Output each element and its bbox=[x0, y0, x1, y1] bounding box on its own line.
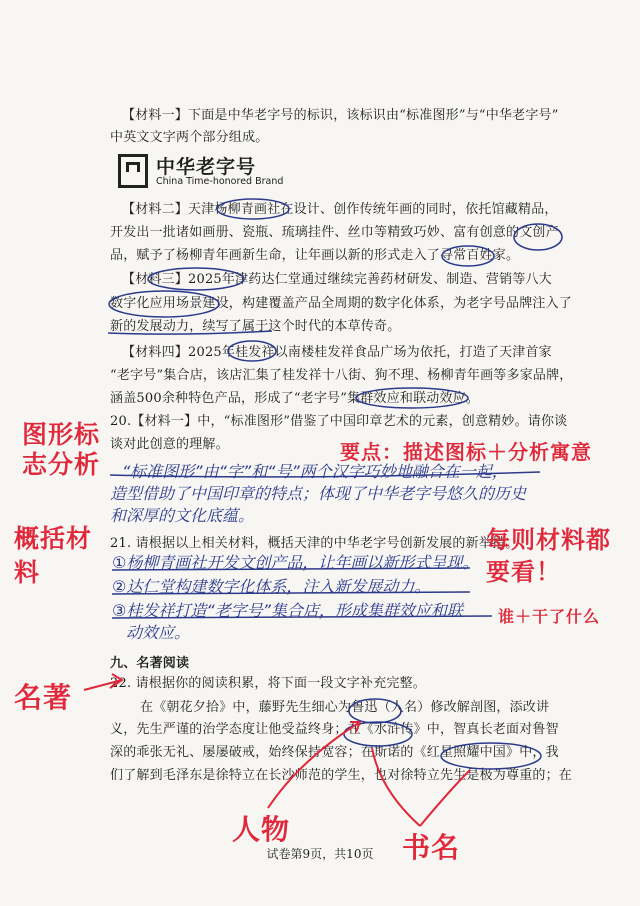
logo-english-text: China Time-honored Brand bbox=[156, 176, 284, 187]
circle-red-star bbox=[441, 743, 541, 769]
underline-answer-21-3 bbox=[112, 616, 492, 618]
question-20-line-1: 20.【材料一】中，“标准图形”借鉴了中国印章艺术的元素，创意精妙。请你谈 bbox=[110, 414, 568, 429]
answer-21-line-1: ①杨柳青画社开发文创产品，让年画以新形式呈现。 bbox=[112, 553, 479, 572]
answer-21-line-4: 动效应。 bbox=[126, 623, 191, 642]
underline-material-3 bbox=[108, 331, 272, 334]
material-1-line-2: 中英文文字两个部分组成。 bbox=[110, 130, 269, 145]
question-22-text-1: 在《朝花夕拾》中，藤野先生细心为鲁迅（人名）修改解剖图，添改讲 bbox=[140, 700, 550, 715]
material-2-line-1: 【材料二】天津杨柳青画社在设计、创作传统年画的同时，依托馆藏精品， bbox=[122, 202, 558, 217]
underline-answer-21-2 bbox=[112, 592, 470, 594]
material-3-line-3: 新的发展动力，续写了属于这个时代的本草传奇。 bbox=[110, 319, 401, 334]
note-who-plus-what: 谁＋干了什么 bbox=[498, 607, 601, 626]
circle-yangliuqing bbox=[217, 199, 289, 219]
arrow-book-1 bbox=[372, 748, 420, 826]
material-4-line-3: 涵盖500余种特色产品，形成了“老字号”集群效应和联动效应。 bbox=[110, 391, 480, 406]
note-shape-analysis: 图形标志分析 bbox=[22, 420, 101, 479]
material-2-line-3: 品，赋予了杨柳青年画新生命，让年画以新的形式走入了寻常百姓家。 bbox=[110, 248, 520, 263]
note-classic-reading: 名著 bbox=[14, 681, 73, 714]
material-4-line-2: “老字号”集合店，该店汇集了桂发祥十八街、狗不理、杨柳青年画等多家品牌， bbox=[110, 368, 573, 383]
answer-20-line-2: 造型借助了中国印章的特点；体现了中华老字号悠久的历史 bbox=[110, 484, 527, 503]
answer-21-line-2: ②达仁堂构建数字化体系，注入新发展动力。 bbox=[112, 577, 431, 596]
material-4-line-1: 【材料四】2025年桂发祥以南楼桂发祥食品广场为依托，打造了天津首家 bbox=[122, 345, 552, 360]
note-person: 人物 bbox=[232, 813, 291, 846]
material-3-line-2: 数字化应用场景建设，构建覆盖产品全周期的数字化体系，为老字号品牌注入了 bbox=[110, 296, 573, 311]
note-summarize-material: 概括材料 bbox=[14, 524, 93, 587]
circle-wenchuang bbox=[514, 224, 562, 250]
material-1-line-1: 【材料一】下面是中华老字号的标识，该标识由“标准图形”与“中华老字号” bbox=[122, 108, 559, 123]
question-22-text-2: 义，先生严谨的治学态度让他受益终身；在《水浒传》中，智真长老面对鲁智 bbox=[110, 722, 559, 737]
note-answer-points: 要点：描述图标＋分析寓意 bbox=[340, 440, 592, 464]
section-9-heading: 九、名著阅读 bbox=[110, 656, 190, 671]
circle-cluster bbox=[356, 388, 468, 408]
circle-luxun bbox=[349, 699, 401, 723]
material-2-line-2: 开发出一批诸如画册、瓷瓶、琉璃挂件、丝巾等精致巧妙、富有创意的文创产 bbox=[110, 225, 559, 240]
circle-guifaxiang bbox=[228, 341, 276, 361]
answer-20-line-1: “标准图形”由“字”和“号”两个汉字巧妙地融合在一起， bbox=[122, 462, 508, 481]
underline-answer-21-1 bbox=[112, 568, 470, 570]
question-22: 22. 请根据你的阅读积累，将下面一段文字补充完整。 bbox=[110, 676, 427, 691]
circle-baixing bbox=[442, 246, 494, 266]
question-21: 21. 请根据以上相关材料，概括天津的中华老字号创新发展的新举措。 bbox=[110, 536, 519, 551]
note-book-title: 书名 bbox=[402, 831, 461, 864]
note-each-material: 每则材料都要看！ bbox=[486, 526, 611, 586]
logo-chinese-text: 中华老字号 bbox=[156, 156, 257, 178]
page-footer: 试卷第9页，共10页 bbox=[266, 847, 374, 861]
material-3-line-1: 【材料三】2025年津药达仁堂通过继续完善药材研发、制造、营销等八大 bbox=[122, 272, 552, 287]
answer-20-line-3: 和深厚的文化底蕴。 bbox=[110, 506, 255, 525]
question-22-text-4: 们了解到毛泽东是徐特立在长沙师范的学生，也对徐特立先生是极为尊重的；在 bbox=[110, 768, 573, 783]
circle-digital bbox=[109, 291, 219, 317]
underline-answer-20 bbox=[110, 472, 540, 477]
arrow-person bbox=[268, 722, 360, 808]
question-20-line-2: 谈对此创意的理解。 bbox=[110, 437, 229, 452]
question-22-text-3: 深的乖张无礼、屡屡破戒，始终保持宽容；在斯诺的《红星照耀中国》中，我 bbox=[110, 745, 559, 760]
arrow-book-2 bbox=[420, 770, 470, 826]
answer-21-line-3: ③桂发祥打造“老字号”集合店，形成集群效应和联 bbox=[112, 601, 463, 620]
circle-darentang bbox=[148, 268, 244, 290]
